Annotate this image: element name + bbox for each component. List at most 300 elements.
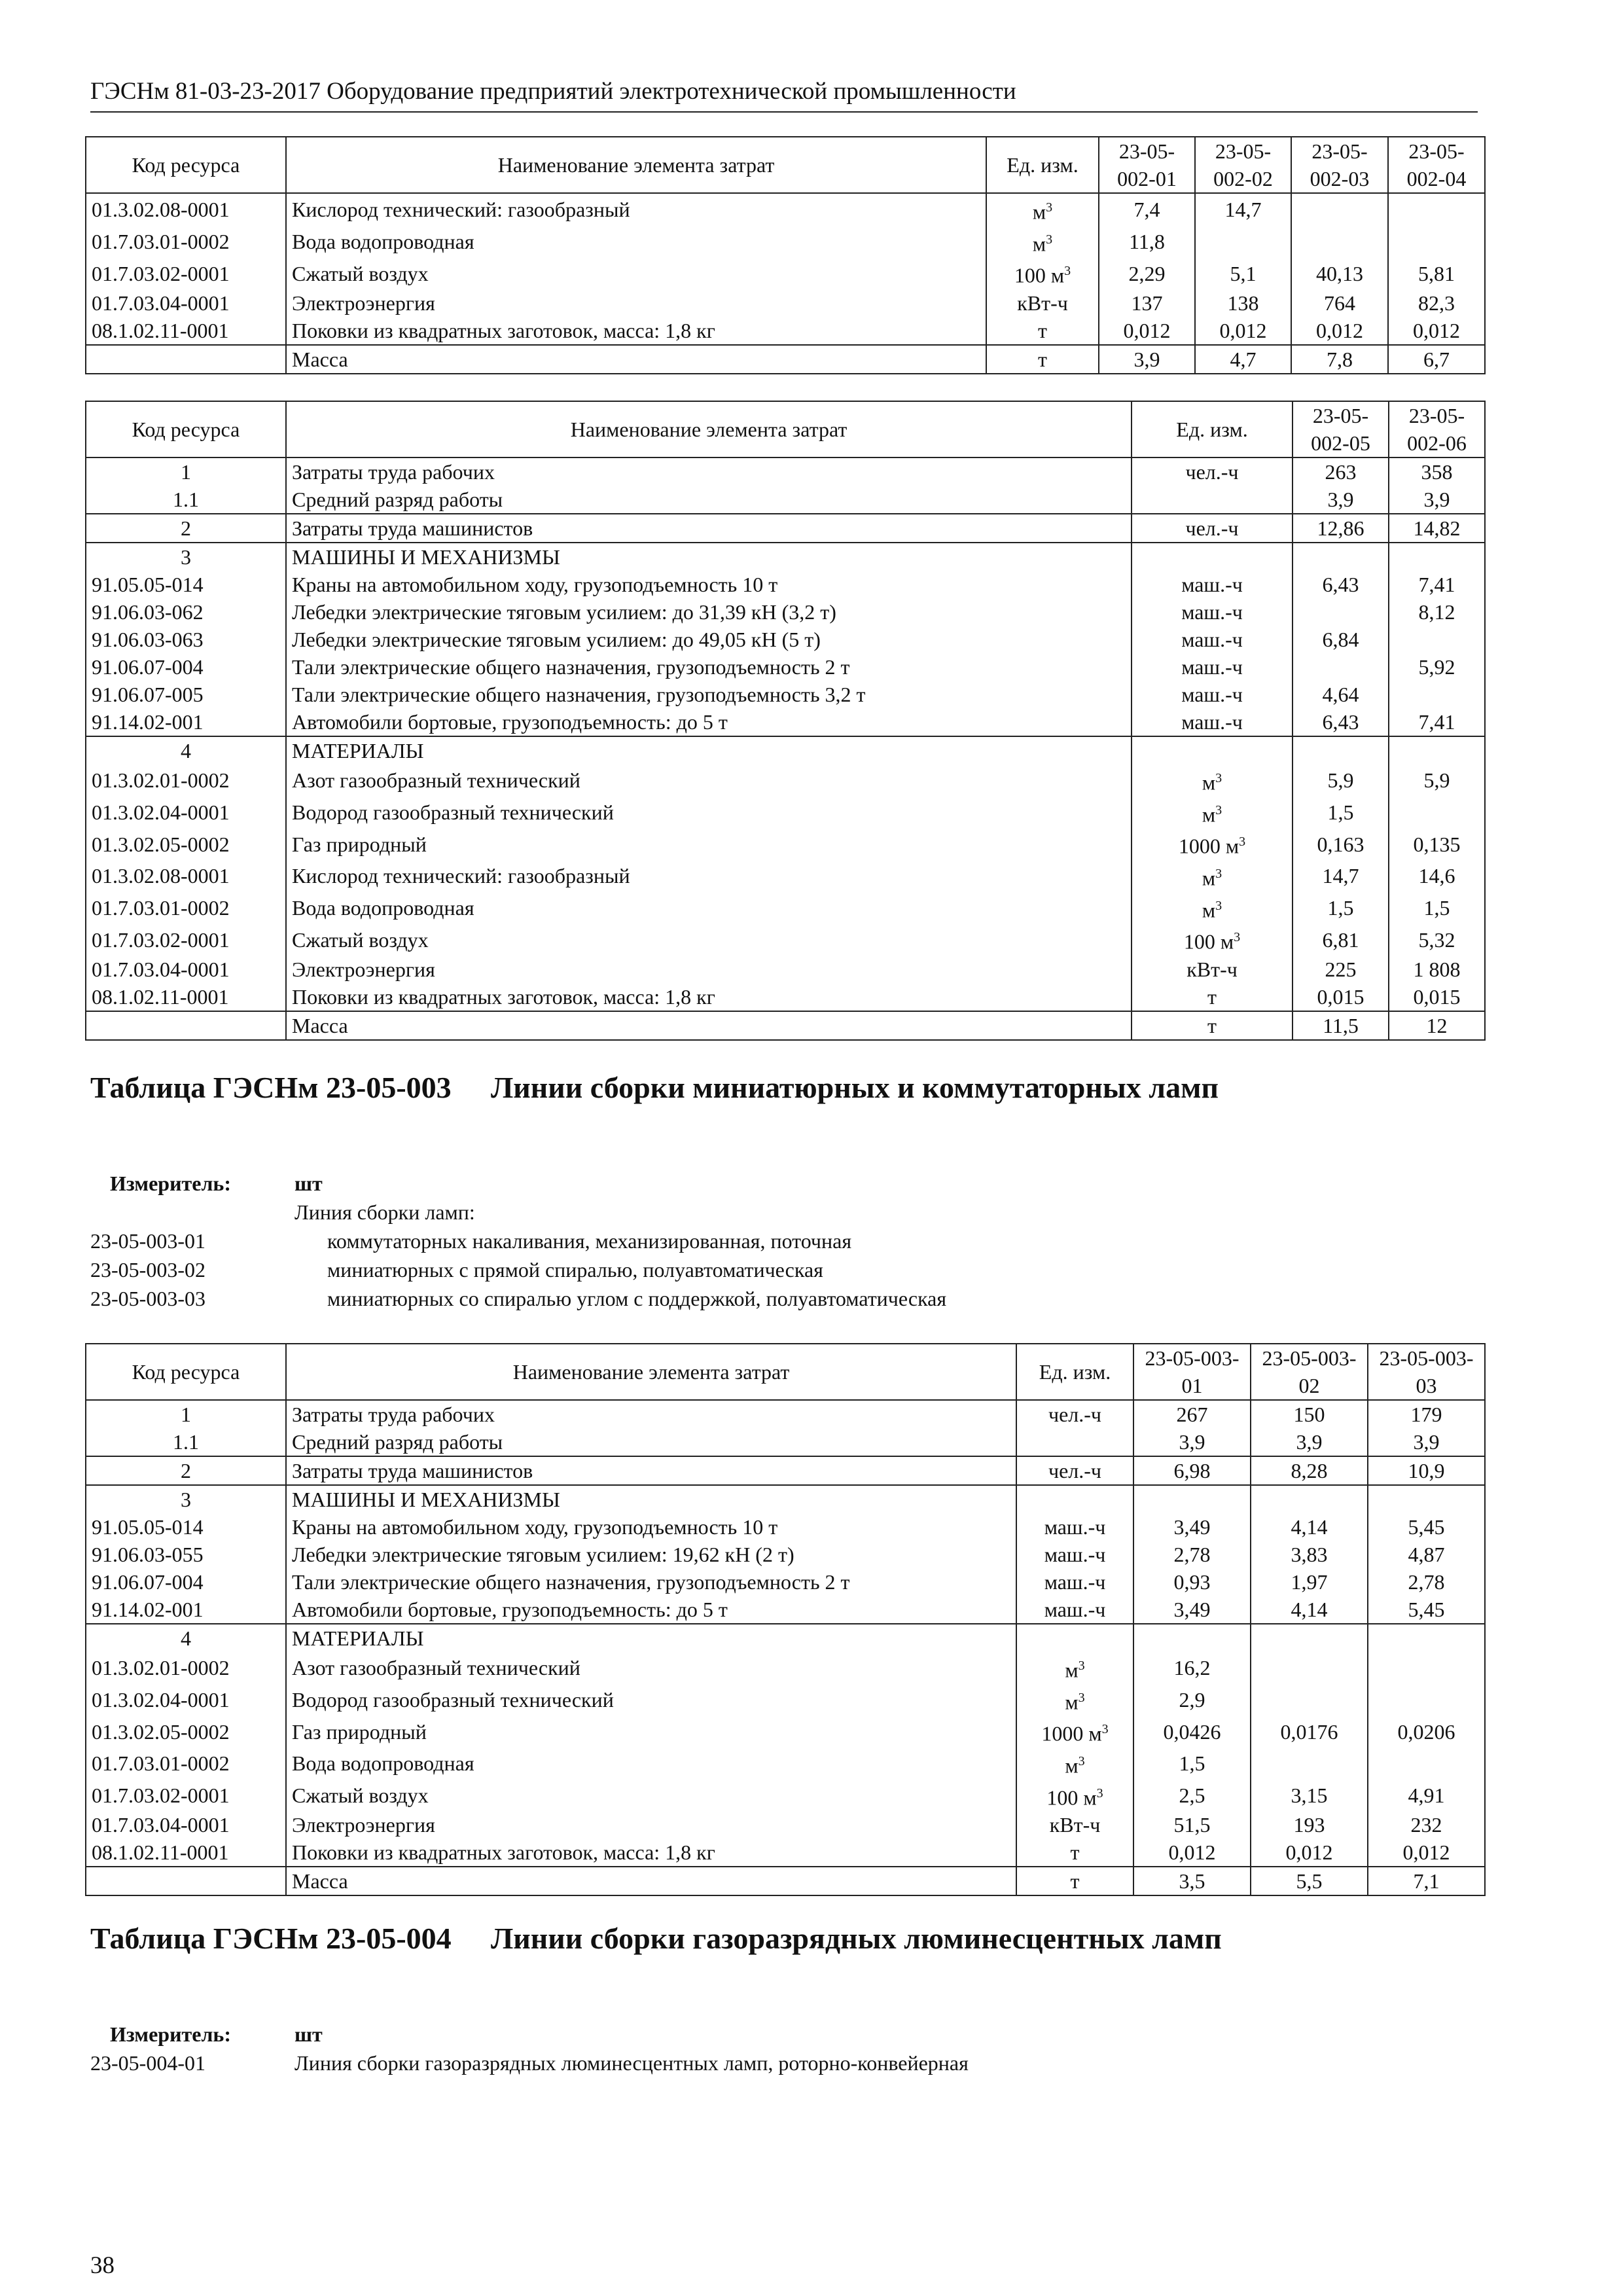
cell-code: 01.7.03.01-0002 <box>86 1748 286 1780</box>
superscript: 3 <box>1239 834 1246 850</box>
table-row <box>86 226 1485 258</box>
cell-value: 8,28 <box>1251 1456 1368 1485</box>
cell-unit: т <box>986 317 1099 345</box>
cell-name: МАТЕРИАЛЫ <box>286 736 1132 764</box>
cell-code: 91.05.05-014 <box>86 1513 286 1541</box>
item-code: 23-05-003-02 <box>90 1258 205 1282</box>
table-name: Линии сборки газоразрядных люминесцентных ламп <box>491 1922 1222 1955</box>
cell-value: 12,86 <box>1293 514 1389 543</box>
cell-unit <box>1132 486 1293 514</box>
cell-code: 01.3.02.08-0001 <box>86 860 286 892</box>
col-header-name: Наименование элемента затрат <box>286 1344 1016 1400</box>
cell-unit: т <box>1016 1839 1133 1867</box>
cell-value <box>1389 797 1485 829</box>
cell-value: 82,3 <box>1388 289 1485 317</box>
cell-value: 7,8 <box>1291 345 1388 374</box>
cell-value: 14,7 <box>1293 860 1389 892</box>
table-row <box>86 892 1485 924</box>
cell-code: 01.3.02.04-0001 <box>86 797 286 829</box>
table-row <box>86 1485 1485 1513</box>
table-row <box>86 457 1485 486</box>
cell-value: 7,41 <box>1389 708 1485 736</box>
table-row <box>86 797 1485 829</box>
cell-value: 3,15 <box>1251 1780 1368 1812</box>
table-row <box>86 681 1485 708</box>
cell-unit: маш.-ч <box>1132 653 1293 681</box>
cell-value <box>1251 1748 1368 1780</box>
cell-value <box>1133 1624 1251 1652</box>
item-text: Линия сборки газоразрядных люминесцентных ламп, роторно-конвейерная <box>294 2051 969 2075</box>
cell-value: 267 <box>1133 1400 1251 1428</box>
table-row <box>86 1839 1485 1867</box>
cell-value: 1,5 <box>1293 797 1389 829</box>
item-text: миниатюрных с прямой спиралью, полуавтоматическая <box>327 1258 823 1282</box>
cell-code: 3 <box>86 1485 286 1513</box>
item-text: миниатюрных со спиралью углом с поддержкой, полуавтоматическая <box>327 1287 947 1310</box>
cell-unit: 1000 $м^3$ <box>1016 1715 1133 1748</box>
cell-name: Автомобили бортовые, грузоподъемность: до 5 т <box>286 708 1132 736</box>
table-row <box>86 1428 1485 1456</box>
cell-unit: $м^3$ <box>1132 764 1293 797</box>
cell-value: 3,5 <box>1133 1867 1251 1895</box>
table-row <box>86 193 1485 226</box>
cell-code: 91.06.03-063 <box>86 626 286 653</box>
cell-unit: маш.-ч <box>1132 708 1293 736</box>
cell-value: 3,9 <box>1293 486 1389 514</box>
cell-value: 150 <box>1251 1400 1368 1428</box>
cell-value <box>1368 1748 1485 1780</box>
cell-value: 5,45 <box>1368 1513 1485 1541</box>
cell-value <box>1389 681 1485 708</box>
running-header: ГЭСНм 81-03-23-2017 Оборудование предприятий электротехнической промышленности <box>90 77 1478 113</box>
cell-value: 6,81 <box>1293 924 1389 956</box>
cell-unit <box>1016 1624 1133 1652</box>
cell-value: 4,87 <box>1368 1541 1485 1568</box>
cell-name: Затраты труда рабочих <box>286 1400 1016 1428</box>
cell-unit: $м^3$ <box>986 226 1099 258</box>
cell-name: Поковки из квадратных заготовок, масса: 1,8 кг <box>286 1839 1016 1867</box>
cell-value: 3,9 <box>1368 1428 1485 1456</box>
cell-code: 91.06.03-062 <box>86 598 286 626</box>
cell-code: 91.14.02-001 <box>86 708 286 736</box>
cell-name: Кислород технический: газообразный <box>286 193 986 226</box>
table-row <box>86 345 1485 374</box>
table-row <box>86 486 1485 514</box>
cell-name: МАТЕРИАЛЫ <box>286 1624 1016 1652</box>
cell-value: 4,7 <box>1195 345 1291 374</box>
cell-name: Газ природный <box>286 1715 1016 1748</box>
cell-value: 6,43 <box>1293 571 1389 598</box>
cell-value: 179 <box>1368 1400 1485 1428</box>
cell-name: Вода водопроводная <box>286 892 1132 924</box>
cell-unit: т <box>986 345 1099 374</box>
table-row <box>86 626 1485 653</box>
cell-name: Сжатый воздух <box>286 257 986 289</box>
cell-name: Электроэнергия <box>286 1811 1016 1839</box>
table-code: Таблица ГЭСНм 23-05-004 <box>90 1922 452 1955</box>
table-row <box>86 514 1485 543</box>
col-header-rate: 23-05-003-01 <box>1133 1344 1251 1400</box>
col-header-rate: 23-05-002-03 <box>1291 137 1388 193</box>
cell-value: 40,13 <box>1291 257 1388 289</box>
cell-name: Тали электрические общего назначения, грузоподъемность 2 т <box>286 653 1132 681</box>
cell-code: 91.06.07-004 <box>86 1568 286 1596</box>
cell-value: 6,7 <box>1388 345 1485 374</box>
table-row <box>86 736 1485 764</box>
cell-value: 0,163 <box>1293 828 1389 860</box>
cell-value: 1,5 <box>1293 892 1389 924</box>
measure-block-004 <box>90 2020 1399 2077</box>
table-header-row <box>86 401 1485 457</box>
table-row <box>86 983 1485 1011</box>
cell-value: 0,015 <box>1293 983 1389 1011</box>
table-row <box>86 598 1485 626</box>
cell-name: Краны на автомобильном ходу, грузоподъемность 10 т <box>286 571 1132 598</box>
cell-name: Сжатый воздух <box>286 1780 1016 1812</box>
cell-unit: $м^3$ <box>1132 892 1293 924</box>
resource-table-002-part1 <box>85 136 1486 374</box>
cell-name: Газ природный <box>286 828 1132 860</box>
cell-value: 2,9 <box>1133 1684 1251 1716</box>
cell-value: 14,6 <box>1389 860 1485 892</box>
table-row <box>86 289 1485 317</box>
table-row <box>86 1867 1485 1895</box>
col-header-rate: 23-05-002-02 <box>1195 137 1291 193</box>
table-row <box>86 543 1485 571</box>
cell-value: 10,9 <box>1368 1456 1485 1485</box>
cell-value: 3,9 <box>1099 345 1195 374</box>
cell-value <box>1251 1652 1368 1684</box>
cell-name: Вода водопроводная <box>286 226 986 258</box>
cell-name: Поковки из квадратных заготовок, масса: 1,8 кг <box>286 317 986 345</box>
cell-code: 01.3.02.05-0002 <box>86 1715 286 1748</box>
cell-code: 2 <box>86 1456 286 1485</box>
measure-block-003 <box>90 1169 1399 1313</box>
cell-code: 4 <box>86 736 286 764</box>
cell-value <box>1293 543 1389 571</box>
cell-name: Масса <box>286 1011 1132 1040</box>
table-row <box>86 828 1485 860</box>
cell-value: 3,49 <box>1133 1513 1251 1541</box>
cell-code: 01.3.02.01-0002 <box>86 764 286 797</box>
table-header-row <box>86 1344 1485 1400</box>
cell-code: 91.14.02-001 <box>86 1596 286 1624</box>
col-header-rate: 23-05-002-04 <box>1388 137 1485 193</box>
col-header-rate: 23-05-002-05 <box>1293 401 1389 457</box>
cell-unit: маш.-ч <box>1132 626 1293 653</box>
cell-value: 51,5 <box>1133 1811 1251 1839</box>
cell-value <box>1293 736 1389 764</box>
cell-code: 01.3.02.08-0001 <box>86 193 286 226</box>
cell-value <box>1195 226 1291 258</box>
table-header-row <box>86 137 1485 193</box>
cell-value <box>1368 1652 1485 1684</box>
table-row <box>86 257 1485 289</box>
cell-name: Электроэнергия <box>286 289 986 317</box>
cell-unit: маш.-ч <box>1132 571 1293 598</box>
cell-value: 2,78 <box>1133 1541 1251 1568</box>
cell-unit: кВт-ч <box>986 289 1099 317</box>
cell-name: Тали электрические общего назначения, грузоподъемность 2 т <box>286 1568 1016 1596</box>
cell-value: 358 <box>1389 457 1485 486</box>
superscript: 3 <box>1215 771 1222 785</box>
cell-value: 0,135 <box>1389 828 1485 860</box>
cell-value: 0,012 <box>1251 1839 1368 1867</box>
cell-value: 764 <box>1291 289 1388 317</box>
cell-unit: 100 $м^3$ <box>986 257 1099 289</box>
cell-value <box>1368 1485 1485 1513</box>
cell-value: 0,93 <box>1133 1568 1251 1596</box>
cell-value: 5,5 <box>1251 1867 1368 1895</box>
cell-value: 2,5 <box>1133 1780 1251 1812</box>
cell-code: 2 <box>86 514 286 543</box>
cell-value <box>1368 1684 1485 1716</box>
superscript: 3 <box>1215 802 1222 817</box>
cell-code <box>86 345 286 374</box>
cell-value: 11,8 <box>1099 226 1195 258</box>
cell-unit: чел.-ч <box>1132 457 1293 486</box>
col-header-unit: Ед. изм. <box>1016 1344 1133 1400</box>
measure-label: Измеритель: <box>110 2022 231 2046</box>
cell-name: Электроэнергия <box>286 956 1132 983</box>
cell-value <box>1388 193 1485 226</box>
table-row <box>86 1568 1485 1596</box>
cell-value: 7,1 <box>1368 1867 1485 1895</box>
cell-value <box>1389 626 1485 653</box>
cell-code: 01.3.02.01-0002 <box>86 1652 286 1684</box>
cell-value: 5,9 <box>1293 764 1389 797</box>
cell-value: 1 808 <box>1389 956 1485 983</box>
cell-code: 01.7.03.02-0001 <box>86 1780 286 1812</box>
cell-name: Автомобили бортовые, грузоподъемность: до 5 т <box>286 1596 1016 1624</box>
cell-value: 6,43 <box>1293 708 1389 736</box>
cell-unit: чел.-ч <box>1132 514 1293 543</box>
cell-value: 138 <box>1195 289 1291 317</box>
cell-value: 0,012 <box>1099 317 1195 345</box>
cell-name: Затраты труда машинистов <box>286 1456 1016 1485</box>
item-text: коммутаторных накаливания, механизированная, поточная <box>327 1229 852 1253</box>
table-row <box>86 653 1485 681</box>
cell-code: 01.7.03.04-0001 <box>86 289 286 317</box>
cell-name: Тали электрические общего назначения, грузоподъемность 3,2 т <box>286 681 1132 708</box>
cell-value: 6,84 <box>1293 626 1389 653</box>
col-header-rate: 23-05-003-02 <box>1251 1344 1368 1400</box>
cell-value: 4,14 <box>1251 1513 1368 1541</box>
table-code: Таблица ГЭСНм 23-05-003 <box>90 1071 452 1104</box>
cell-unit: 100 $м^3$ <box>1016 1780 1133 1812</box>
cell-code: 1 <box>86 1400 286 1428</box>
table-row <box>86 1513 1485 1541</box>
cell-value: 0,0176 <box>1251 1715 1368 1748</box>
superscript: 3 <box>1096 1785 1103 1801</box>
cell-name: Азот газообразный технический <box>286 1652 1016 1684</box>
list-item <box>90 1284 1399 1313</box>
table-row <box>86 1780 1485 1812</box>
cell-code: 1.1 <box>86 486 286 514</box>
cell-unit: кВт-ч <box>1132 956 1293 983</box>
cell-code: 01.3.02.05-0002 <box>86 828 286 860</box>
cell-name: МАШИНЫ И МЕХАНИЗМЫ <box>286 543 1132 571</box>
resource-table-003 <box>85 1343 1486 1896</box>
measure-unit: шт <box>294 1172 323 1195</box>
cell-value: 193 <box>1251 1811 1368 1839</box>
table-row <box>86 1684 1485 1716</box>
cell-code: 01.7.03.01-0002 <box>86 226 286 258</box>
table-name: Линии сборки миниатюрных и коммутаторных ламп <box>491 1071 1219 1104</box>
cell-unit: маш.-ч <box>1016 1596 1133 1624</box>
cell-value <box>1291 193 1388 226</box>
cell-unit: маш.-ч <box>1016 1541 1133 1568</box>
table-row <box>86 1811 1485 1839</box>
cell-code: 01.7.03.02-0001 <box>86 924 286 956</box>
cell-value <box>1388 226 1485 258</box>
item-code: 23-05-003-03 <box>90 1287 205 1310</box>
col-header-name: Наименование элемента затрат <box>286 137 986 193</box>
cell-value: 6,98 <box>1133 1456 1251 1485</box>
cell-code: 91.06.03-055 <box>86 1541 286 1568</box>
superscript: 3 <box>1046 200 1053 215</box>
cell-value: 11,5 <box>1293 1011 1389 1040</box>
cell-code: 01.7.03.04-0001 <box>86 1811 286 1839</box>
cell-value <box>1251 1485 1368 1513</box>
cell-value: 0,015 <box>1389 983 1485 1011</box>
cell-value <box>1389 736 1485 764</box>
measure-label: Измеритель: <box>110 1172 231 1195</box>
superscript: 3 <box>1215 898 1222 913</box>
cell-code: 3 <box>86 543 286 571</box>
cell-value: 3,9 <box>1389 486 1485 514</box>
cell-value: 2,78 <box>1368 1568 1485 1596</box>
cell-value <box>1293 598 1389 626</box>
cell-value <box>1133 1485 1251 1513</box>
cell-unit: кВт-ч <box>1016 1811 1133 1839</box>
cell-value: 1,5 <box>1133 1748 1251 1780</box>
cell-value: 3,83 <box>1251 1541 1368 1568</box>
cell-code <box>86 1867 286 1895</box>
cell-unit: т <box>1132 983 1293 1011</box>
cell-code: 08.1.02.11-0001 <box>86 317 286 345</box>
cell-name: Поковки из квадратных заготовок, масса: 1,8 кг <box>286 983 1132 1011</box>
table-row <box>86 860 1485 892</box>
table-row <box>86 1715 1485 1748</box>
col-header-code: Код ресурса <box>86 1344 286 1400</box>
cell-value: 0,012 <box>1388 317 1485 345</box>
table-row <box>86 1748 1485 1780</box>
cell-code: 01.7.03.02-0001 <box>86 257 286 289</box>
cell-value: 0,0426 <box>1133 1715 1251 1748</box>
col-header-rate: 23-05-002-06 <box>1389 401 1485 457</box>
table-row <box>86 956 1485 983</box>
cell-value: 4,91 <box>1368 1780 1485 1812</box>
cell-name: Водород газообразный технический <box>286 1684 1016 1716</box>
cell-code: 01.7.03.01-0002 <box>86 892 286 924</box>
cell-name: Вода водопроводная <box>286 1748 1016 1780</box>
cell-code: 1 <box>86 457 286 486</box>
table-row <box>86 1456 1485 1485</box>
cell-value: 3,49 <box>1133 1596 1251 1624</box>
cell-value: 5,81 <box>1388 257 1485 289</box>
cell-name: Сжатый воздух <box>286 924 1132 956</box>
cell-code: 91.05.05-014 <box>86 571 286 598</box>
table-row <box>86 1624 1485 1652</box>
table-row <box>86 317 1485 345</box>
cell-name: Средний разряд работы <box>286 486 1132 514</box>
item-code: 23-05-003-01 <box>90 1229 205 1253</box>
cell-value <box>1251 1684 1368 1716</box>
item-code: 23-05-004-01 <box>90 2051 205 2075</box>
cell-unit <box>1132 543 1293 571</box>
cell-unit: $м^3$ <box>1132 860 1293 892</box>
cell-name: Средний разряд работы <box>286 1428 1016 1456</box>
cell-code: 4 <box>86 1624 286 1652</box>
cell-unit: маш.-ч <box>1016 1513 1133 1541</box>
table-row <box>86 1011 1485 1040</box>
cell-name: Лебедки электрические тяговым усилием: до 49,05 кН (5 т) <box>286 626 1132 653</box>
cell-unit: $м^3$ <box>986 193 1099 226</box>
cell-value: 16,2 <box>1133 1652 1251 1684</box>
measure-unit: шт <box>294 2022 323 2046</box>
cell-value: 0,012 <box>1368 1839 1485 1867</box>
cell-unit: маш.-ч <box>1132 681 1293 708</box>
cell-value: 232 <box>1368 1811 1485 1839</box>
col-header-unit: Ед. изм. <box>1132 401 1293 457</box>
cell-name: Кислород технический: газообразный <box>286 860 1132 892</box>
cell-unit: $м^3$ <box>1016 1684 1133 1716</box>
cell-name: Масса <box>286 345 986 374</box>
superscript: 3 <box>1215 866 1222 881</box>
superscript: 3 <box>1064 264 1071 279</box>
cell-code: 08.1.02.11-0001 <box>86 1839 286 1867</box>
table-row <box>86 571 1485 598</box>
cell-unit: $м^3$ <box>1016 1652 1133 1684</box>
cell-value: 1,5 <box>1389 892 1485 924</box>
group-label: Линия сборки ламп: <box>294 1200 475 1224</box>
cell-value: 0,012 <box>1195 317 1291 345</box>
list-item <box>90 1227 1399 1255</box>
cell-value: 3,9 <box>1133 1428 1251 1456</box>
table-row <box>86 1652 1485 1684</box>
table-row <box>86 764 1485 797</box>
cell-value: 14,7 <box>1195 193 1291 226</box>
cell-name: Масса <box>286 1867 1016 1895</box>
table-row <box>86 1596 1485 1624</box>
superscript: 3 <box>1078 1659 1085 1673</box>
cell-unit: $м^3$ <box>1016 1748 1133 1780</box>
cell-value: 5,9 <box>1389 764 1485 797</box>
col-header-rate: 23-05-002-01 <box>1099 137 1195 193</box>
cell-value: 4,64 <box>1293 681 1389 708</box>
cell-code: 08.1.02.11-0001 <box>86 983 286 1011</box>
cell-value: 5,92 <box>1389 653 1485 681</box>
col-header-rate: 23-05-003-03 <box>1368 1344 1485 1400</box>
cell-name: Краны на автомобильном ходу, грузоподъемность 10 т <box>286 1513 1016 1541</box>
cell-unit: 1000 $м^3$ <box>1132 828 1293 860</box>
cell-unit: маш.-ч <box>1016 1568 1133 1596</box>
cell-name: Водород газообразный технический <box>286 797 1132 829</box>
cell-value <box>1291 226 1388 258</box>
page-number: 38 <box>90 2252 115 2279</box>
cell-value: 7,4 <box>1099 193 1195 226</box>
list-item <box>90 1255 1399 1284</box>
resource-table-002-part2 <box>85 401 1486 1041</box>
cell-unit <box>1016 1485 1133 1513</box>
cell-value: 5,1 <box>1195 257 1291 289</box>
cell-unit: т <box>1132 1011 1293 1040</box>
cell-value: 8,12 <box>1389 598 1485 626</box>
cell-unit <box>1016 1428 1133 1456</box>
table-row <box>86 708 1485 736</box>
superscript: 3 <box>1078 1753 1085 1768</box>
